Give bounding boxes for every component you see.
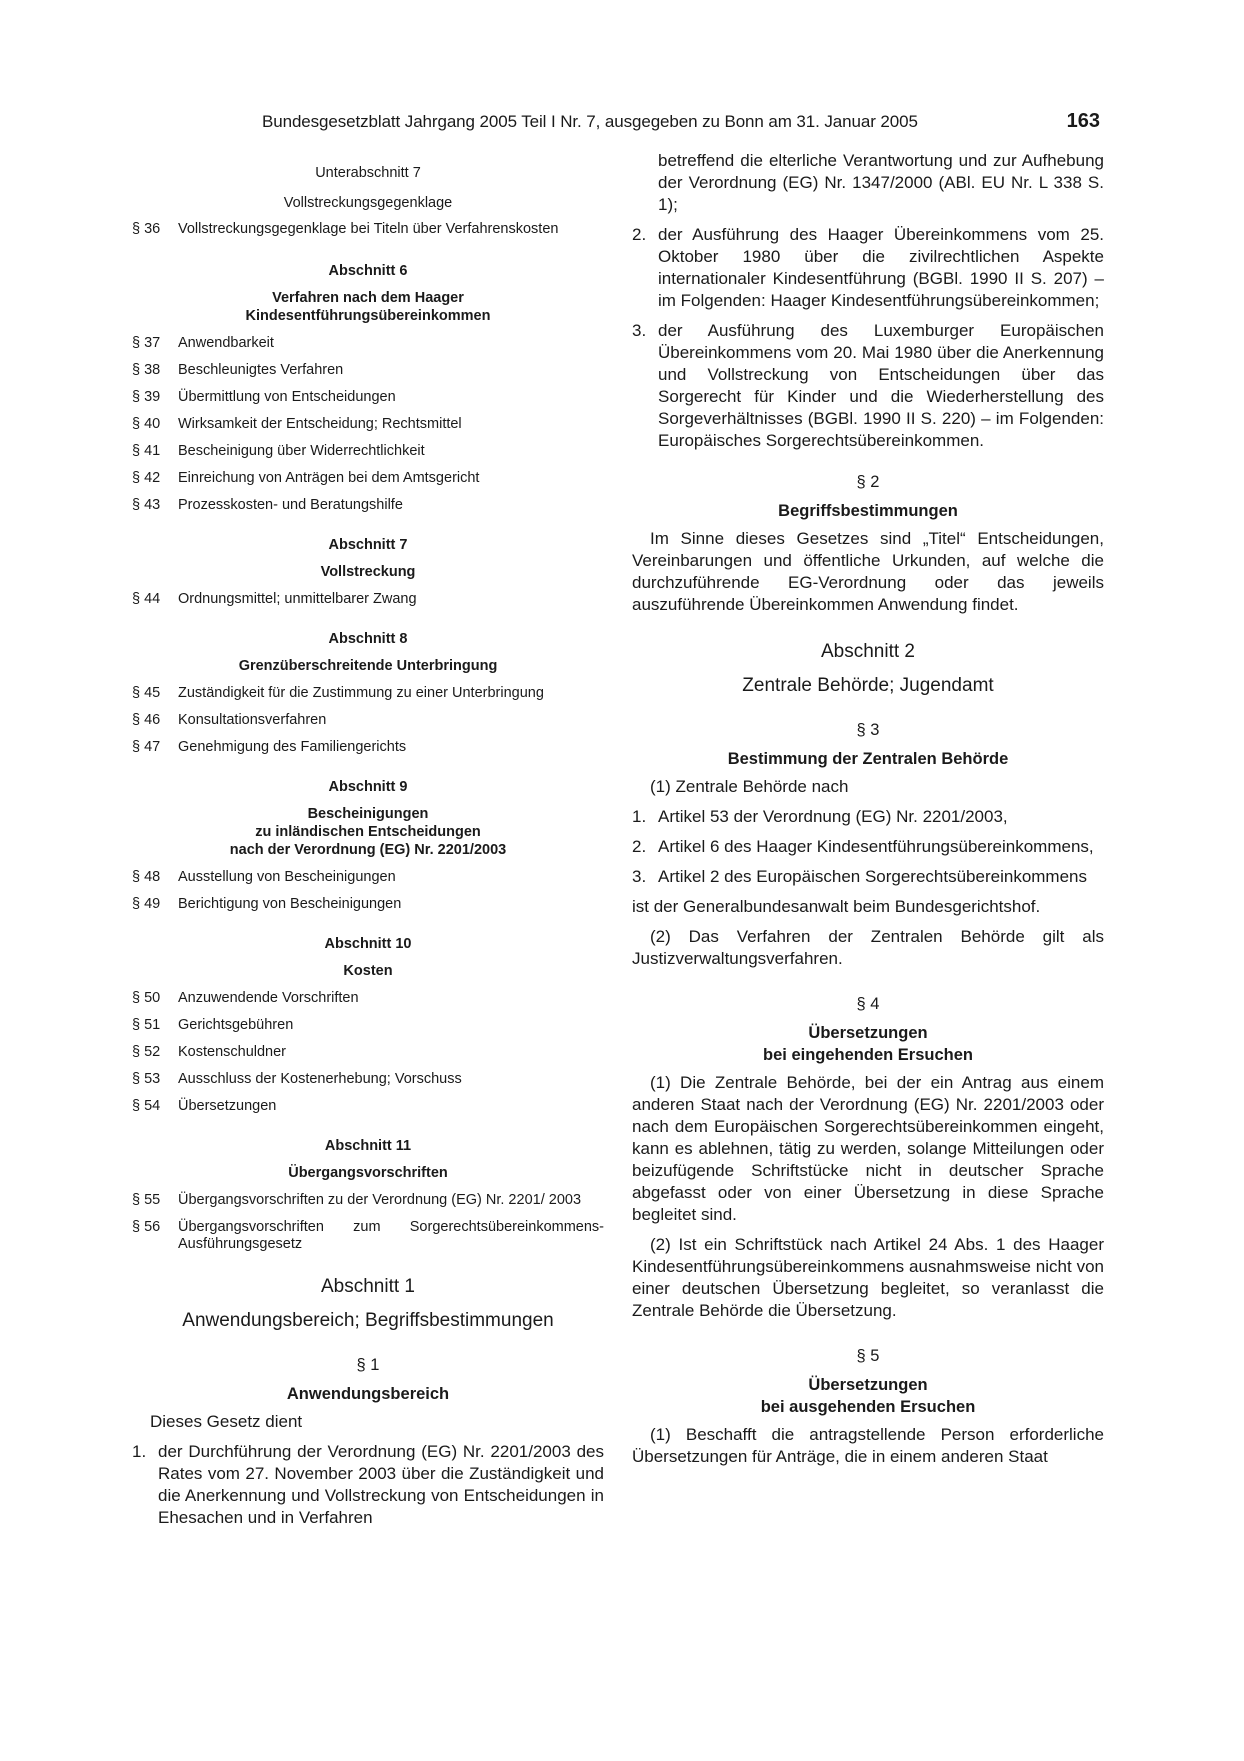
abschnitt-11-title: Übergangsvorschriften <box>288 1165 448 1181</box>
unterabschnitt-7-label: Unterabschnitt 7 <box>315 165 421 181</box>
toc-item <box>132 416 604 433</box>
abschnitt-6-title: Verfahren nach dem Haager Kindesentführungsübereinkommen <box>245 290 491 324</box>
page-number: 163 <box>1066 110 1100 132</box>
list-item-number: 3. <box>632 867 647 886</box>
toc-item <box>132 497 604 514</box>
toc-item <box>132 1098 604 1115</box>
list-item-text: der Ausführung des Luxemburger Europäischen Übereinkommens vom 20. Mai 1980 über die Anerkennung und Vollstreckung von Entscheidungen über das Sorgerecht für Kinder und die Wiederherstellung des Sorgeverhältnisses (BGBl. 1990 II S. 220) – im Folgenden: Europäisches Sorgerechtsübereinkommen. <box>658 321 1104 450</box>
toc-paragraph-number: § 38 <box>132 362 161 378</box>
paragraph-3-title: Bestimmung der Zentralen Behörde <box>727 750 1009 768</box>
paragraph-1-item-1-continued: betreffend die elterliche Verantwortung und zur Aufhebung der Verordnung (EG) Nr. 1347/2000 (ABl. EU Nr. L 338 S. 1); <box>658 151 1104 214</box>
toc-paragraph-number: § 37 <box>132 335 161 351</box>
list-item <box>132 1441 604 1529</box>
list-item-number: 2. <box>632 837 647 856</box>
list-item-text: der Durchführung der Verordnung (EG) Nr. 2201/2003 des Rates vom 27. November 2003 über die Zuständigkeit und die Anerkennung und Vollstreckung von Entscheidungen in Ehesachen und in Verfahren <box>158 1442 604 1527</box>
toc-paragraph-title: Genehmigung des Familiengerichts <box>178 739 407 755</box>
abschnitt-10-title: Kosten <box>343 963 393 979</box>
toc-paragraph-title: Beschleunigtes Verfahren <box>178 362 344 378</box>
paragraph-1-intro: Dieses Gesetz dient <box>150 1412 303 1431</box>
toc-item <box>132 470 604 487</box>
running-title: Bundesgesetzblatt Jahrgang 2005 Teil I Nr. 7, ausgegeben zu Bonn am 31. Januar 2005 <box>262 112 918 131</box>
left-column <box>132 164 604 1537</box>
paragraph-3-sign: § 3 <box>856 721 880 739</box>
abschnitt-11-label: Abschnitt 11 <box>324 1138 412 1154</box>
toc-paragraph-title: Anzuwendende Vorschriften <box>178 990 359 1006</box>
unterabschnitt-7-title: Vollstreckungsgegenklage <box>283 195 453 211</box>
paragraph-1-list <box>132 1441 604 1529</box>
toc-paragraph-title: Kostenschuldner <box>178 1044 287 1060</box>
toc-paragraph-title: Übermittlung von Entscheidungen <box>178 389 396 405</box>
toc-item <box>132 1044 604 1061</box>
toc-paragraph-number: § 40 <box>132 416 161 432</box>
paragraph-2-title: Begriffsbestimmungen <box>778 502 958 520</box>
paragraph-5-abs-1: (1) Beschafft die antragstellende Person erforderliche Übersetzungen für Anträge, die in einem anderen Staat <box>632 1425 1104 1466</box>
toc-paragraph-title: Ausschluss der Kostenerhebung; Vorschuss <box>178 1071 462 1087</box>
list-item-number: 1. <box>632 807 647 826</box>
toc-paragraph-title: Vollstreckungsgegenklage bei Titeln über Verfahrenskosten <box>178 221 559 237</box>
running-head <box>262 112 1100 136</box>
toc-item <box>132 685 604 702</box>
toc-paragraph-number: § 55 <box>132 1192 161 1208</box>
toc-list-a9 <box>132 869 604 913</box>
toc-paragraph-title: Anwendbarkeit <box>178 335 274 351</box>
toc-item <box>132 896 604 913</box>
toc-item <box>132 443 604 460</box>
toc-list-ua7 <box>132 221 604 238</box>
paragraph-3-list <box>632 806 1104 888</box>
paragraph-3-abs-2: (2) Das Verfahren der Zentralen Behörde gilt als Justizverwaltungsverfahren. <box>632 927 1104 968</box>
toc-paragraph-number: § 42 <box>132 470 161 486</box>
toc-paragraph-number: § 45 <box>132 685 161 701</box>
toc-item <box>132 990 604 1007</box>
toc-item <box>132 1071 604 1088</box>
toc-paragraph-number: § 47 <box>132 739 161 755</box>
toc-list-a7 <box>132 591 604 608</box>
paragraph-4-title-line-1: Übersetzungen <box>808 1024 928 1042</box>
abschnitt-9-label: Abschnitt 9 <box>328 779 408 795</box>
abschnitt-8-label: Abschnitt 8 <box>328 631 408 647</box>
paragraph-1-title: Anwendungsbereich <box>286 1385 450 1403</box>
abschnitt-6-label: Abschnitt 6 <box>328 263 408 279</box>
toc-paragraph-number: § 54 <box>132 1098 161 1114</box>
abschnitt-2-label: Abschnitt 2 <box>821 641 915 662</box>
toc-paragraph-number: § 39 <box>132 389 161 405</box>
toc-paragraph-number: § 43 <box>132 497 161 513</box>
toc-paragraph-title: Bescheinigung über Widerrechtlichkeit <box>178 443 425 459</box>
toc-paragraph-number: § 46 <box>132 712 161 728</box>
list-item-text: Artikel 6 des Haager Kindesentführungsübereinkommens, <box>658 837 1094 856</box>
toc-list-a6 <box>132 335 604 514</box>
abschnitt-9-title-line-3: nach der Verordnung (EG) Nr. 2201/2003 <box>229 842 507 858</box>
paragraph-2-sign: § 2 <box>856 473 880 491</box>
abschnitt-9-title-line-2: zu inländischen Entscheidungen <box>255 824 481 840</box>
toc-item <box>132 1219 604 1253</box>
abschnitt-1-label: Abschnitt 1 <box>321 1276 415 1297</box>
list-item <box>632 806 1104 828</box>
list-item <box>632 224 1104 312</box>
paragraph-1-list-cont <box>632 224 1104 452</box>
toc-paragraph-title: Zuständigkeit für die Zustimmung zu einer Unterbringung <box>178 685 544 701</box>
toc-paragraph-title: Übergangsvorschriften zu der Verordnung (EG) Nr. 2201/ 2003 <box>178 1192 582 1208</box>
list-item-text: der Ausführung des Haager Übereinkommens vom 25. Oktober 1980 über die zivilrechtlichen Aspekte internationaler Kindesentführung (BGBl. 1990 II S. 207) – im Folgenden: Haager Kindesentführungsübereinkommen; <box>658 225 1104 310</box>
paragraph-2-text: Im Sinne dieses Gesetzes sind „Titel“ Entscheidungen, Vereinbarungen und öffentliche Urkunden, auf welche die durchzuführende EG-Verordnung oder das jeweils auszuführende Übereinkommen Anwendung findet. <box>632 529 1104 614</box>
toc-paragraph-number: § 48 <box>132 869 161 885</box>
toc-list-a8 <box>132 685 604 756</box>
toc-paragraph-title: Prozesskosten- und Beratungshilfe <box>178 497 403 513</box>
toc-paragraph-number: § 53 <box>132 1071 161 1087</box>
toc-paragraph-title: Wirksamkeit der Entscheidung; Rechtsmittel <box>178 416 462 432</box>
abschnitt-2-title: Zentrale Behörde; Jugendamt <box>742 675 994 696</box>
abschnitt-7-label: Abschnitt 7 <box>328 537 408 553</box>
toc-paragraph-number: § 41 <box>132 443 161 459</box>
toc-paragraph-number: § 51 <box>132 1017 161 1033</box>
list-item <box>632 866 1104 888</box>
toc-item <box>132 362 604 379</box>
list-item <box>632 320 1104 452</box>
paragraph-4-sign: § 4 <box>856 995 880 1013</box>
paragraph-5-title-line-2: bei ausgehenden Ersuchen <box>760 1398 976 1416</box>
toc-paragraph-title: Übergangsvorschriften zum Sorgerechtsübereinkommens-Ausführungsgesetz <box>178 1219 604 1252</box>
list-item-number: 3. <box>632 321 647 340</box>
right-column <box>632 150 1104 1468</box>
abschnitt-9-title-line-1: Bescheinigungen <box>307 806 429 822</box>
toc-paragraph-title: Konsultationsverfahren <box>178 712 327 728</box>
toc-paragraph-number: § 52 <box>132 1044 161 1060</box>
paragraph-3-after: ist der Generalbundesanwalt beim Bundesgerichtshof. <box>632 897 1041 916</box>
toc-paragraph-number: § 50 <box>132 990 161 1006</box>
toc-paragraph-title: Berichtigung von Bescheinigungen <box>178 896 402 912</box>
toc-item <box>132 1192 604 1209</box>
toc-item <box>132 335 604 352</box>
toc-item <box>132 739 604 756</box>
toc-list-a11 <box>132 1192 604 1253</box>
abschnitt-10-label: Abschnitt 10 <box>324 936 412 952</box>
list-item-number: 1. <box>132 1442 147 1461</box>
toc-item <box>132 869 604 886</box>
toc-paragraph-number: § 56 <box>132 1219 161 1235</box>
list-item-text: Artikel 53 der Verordnung (EG) Nr. 2201/2003, <box>658 807 1008 826</box>
paragraph-4-abs-1: (1) Die Zentrale Behörde, bei der ein Antrag aus einem anderen Staat nach der Verordnung (EG) Nr. 2201/2003 oder nach dem Europäischen Sorgerechtsübereinkommen eingeht, kann es ablehnen, tätig zu werden, solange Mitteilungen oder beizufügende Schriftstücke nicht in deutscher Sprache abgefasst oder von einer Übersetzung in diese Sprache begleitet sind. <box>632 1073 1104 1224</box>
toc-paragraph-title: Ausstellung von Bescheinigungen <box>178 869 396 885</box>
paragraph-4-title-line-2: bei eingehenden Ersuchen <box>763 1046 973 1064</box>
list-item <box>632 836 1104 858</box>
paragraph-1-sign: § 1 <box>356 1356 380 1374</box>
toc-item <box>132 712 604 729</box>
paragraph-4-abs-2: (2) Ist ein Schriftstück nach Artikel 24 Abs. 1 des Haager Kindesentführungsübereinkommens ausnahmsweise nicht von einer deutschen Übersetzung begleitet, so veranlasst die Zentrale Behörde die Übersetzung. <box>632 1235 1104 1320</box>
list-item-number: 2. <box>632 225 647 244</box>
list-item-text: Artikel 2 des Europäischen Sorgerechtsübereinkommens <box>658 867 1088 886</box>
toc-paragraph-title: Einreichung von Anträgen bei dem Amtsgericht <box>178 470 480 486</box>
toc-item <box>132 1017 604 1034</box>
toc-paragraph-title: Übersetzungen <box>178 1098 277 1114</box>
toc-paragraph-number: § 49 <box>132 896 161 912</box>
abschnitt-1-title: Anwendungsbereich; Begriffsbestimmungen <box>182 1310 554 1331</box>
paragraph-5-title-line-1: Übersetzungen <box>808 1376 928 1394</box>
toc-list-a10 <box>132 990 604 1115</box>
toc-paragraph-number: § 44 <box>132 591 161 607</box>
toc-item <box>132 221 604 238</box>
toc-item <box>132 389 604 406</box>
abschnitt-8-title: Grenzüberschreitende Unterbringung <box>238 658 498 674</box>
toc-paragraph-number: § 36 <box>132 221 161 237</box>
toc-paragraph-title: Gerichtsgebühren <box>178 1017 294 1033</box>
toc-item <box>132 591 604 608</box>
paragraph-5-sign: § 5 <box>856 1347 880 1365</box>
paragraph-3-intro: (1) Zentrale Behörde nach <box>650 777 849 796</box>
toc-paragraph-title: Ordnungsmittel; unmittelbarer Zwang <box>178 591 417 607</box>
abschnitt-7-title: Vollstreckung <box>320 564 416 580</box>
